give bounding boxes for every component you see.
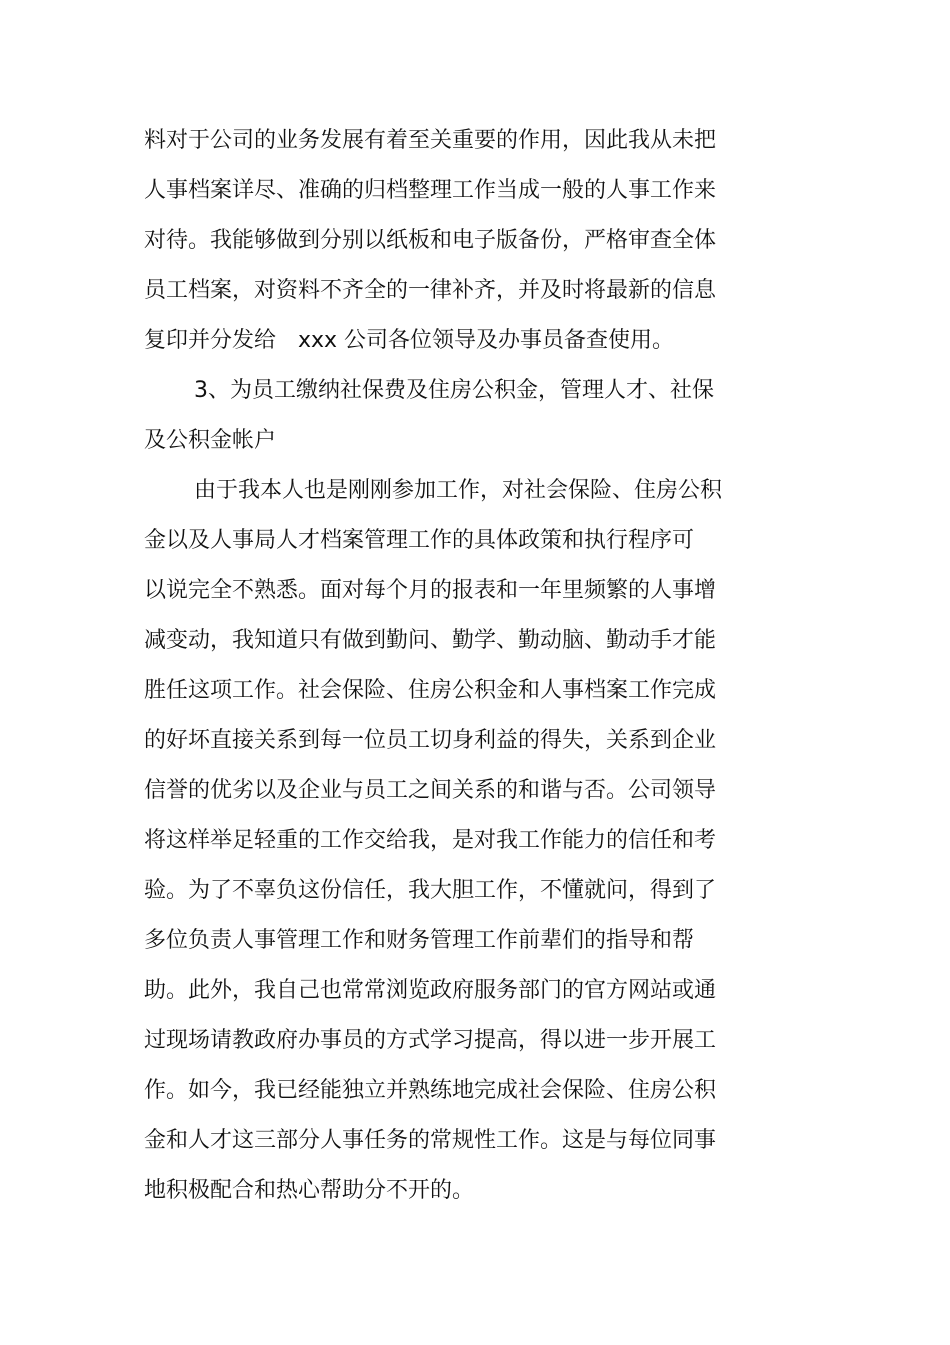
text-line: 验。为了不辜负这份信任，我大胆工作，不懂就问，得到了 — [144, 878, 717, 903]
text-line: 助。此外，我自己也常常浏览政府服务部门的官方网站或通 — [144, 978, 717, 1003]
text-line: 减变动，我知道只有做到勤问、勤学、勤动脑、勤动手才能 — [144, 628, 717, 653]
text-line: 过现场请教政府办事员的方式学习提高，得以进一步开展工 — [144, 1028, 717, 1053]
text-line: 复印并分发给 xxx 公司各位领导及办事员备查使用。 — [144, 328, 675, 353]
text-line: 地积极配合和热心帮助分不开的。 — [144, 1178, 475, 1203]
text-line: 人事档案详尽、准确的归档整理工作当成一般的人事工作来 — [144, 178, 717, 203]
section-heading-line: 及公积金帐户 — [144, 428, 277, 453]
text-line: 多位负责人事管理工作和财务管理工作前辈们的指导和帮 — [144, 928, 695, 953]
text-line: 的好坏直接关系到每一位员工切身利益的得失，关系到企业 — [144, 728, 717, 753]
text-line: 信誉的优劣以及企业与员工之间关系的和谐与否。公司领导 — [144, 778, 717, 803]
text-line: 作。如今，我已经能独立并熟练地完成社会保险、住房公积 — [144, 1078, 717, 1103]
text-line: 金和人才这三部分人事任务的常规性工作。这是与每位同事 — [144, 1128, 717, 1153]
section-heading-line: 3、为员工缴纳社保费及住房公积金，管理人才、社保 — [194, 378, 714, 403]
text-line: 对待。我能够做到分别以纸板和电子版备份，严格审查全体 — [144, 228, 717, 253]
text-line: 胜任这项工作。社会保险、住房公积金和人事档案工作完成 — [144, 678, 717, 703]
text-line: 将这样举足轻重的工作交给我，是对我工作能力的信任和考 — [144, 828, 717, 853]
body-text — [144, 116, 764, 1216]
text-line: 员工档案，对资料不齐全的一律补齐，并及时将最新的信息 — [144, 278, 717, 303]
text-line: 金以及人事局人才档案管理工作的具体政策和执行程序可 — [144, 528, 695, 553]
text-line: 料对于公司的业务发展有着至关重要的作用，因此我从未把 — [144, 128, 717, 153]
text-line: 由于我本人也是刚刚参加工作，对社会保险、住房公积 — [194, 478, 723, 503]
text-line: 以说完全不熟悉。面对每个月的报表和一年里频繁的人事增 — [144, 578, 717, 603]
